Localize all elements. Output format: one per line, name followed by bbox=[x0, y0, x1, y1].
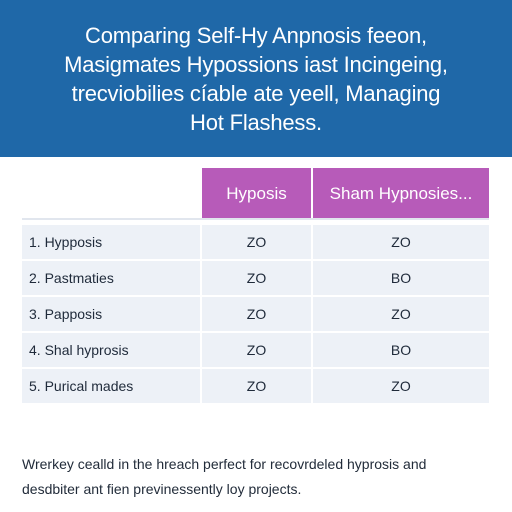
row-value-sham: ZO bbox=[313, 225, 489, 259]
table-row bbox=[22, 261, 489, 297]
row-label: 2. Pastmaties bbox=[22, 261, 200, 295]
table-header-row bbox=[22, 168, 489, 220]
title-line-3: trecviobilies cíable ate yeell, Managing bbox=[71, 80, 441, 106]
row-label: 1. Hypposis bbox=[22, 225, 200, 259]
row-value-hyposis: ZO bbox=[202, 333, 311, 367]
row-value-sham: BO bbox=[313, 333, 489, 367]
row-value-hyposis: ZO bbox=[202, 261, 311, 295]
comparison-table bbox=[22, 168, 489, 405]
row-value-sham: ZO bbox=[313, 369, 489, 403]
footer-line-2: desdbiter ant fien previnessently loy projects. bbox=[22, 481, 302, 497]
row-value-hyposis: ZO bbox=[202, 297, 311, 331]
row-value-hyposis: ZO bbox=[202, 225, 311, 259]
title-banner bbox=[0, 0, 512, 157]
table-row bbox=[22, 333, 489, 369]
footer-line-1: Wrerkey cealld in the hreach perfect for recovrdeled hyprosis and bbox=[22, 456, 427, 472]
row-label: 5. Purical mades bbox=[22, 369, 200, 403]
table-row bbox=[22, 369, 489, 405]
header-divider bbox=[22, 218, 489, 220]
row-value-sham: ZO bbox=[313, 297, 489, 331]
title-line-2: Masigmates Hypossions iast Incingeing, bbox=[64, 51, 448, 77]
row-value-sham: BO bbox=[313, 261, 489, 295]
row-value-hyposis: ZO bbox=[202, 369, 311, 403]
column-header-hyposis: Hyposis bbox=[202, 168, 311, 220]
row-label: 3. Papposis bbox=[22, 297, 200, 331]
footer-note bbox=[22, 452, 492, 502]
title-line-1: Comparing Self-Hy Anpnosis feeon, bbox=[85, 22, 427, 48]
table-row bbox=[22, 297, 489, 333]
table-row bbox=[22, 225, 489, 261]
row-label: 4. Shal hyprosis bbox=[22, 333, 200, 367]
title-line-4: Hot Flashess. bbox=[190, 109, 322, 135]
column-header-sham-hypnosies: Sham Hypnosies... bbox=[313, 168, 489, 220]
